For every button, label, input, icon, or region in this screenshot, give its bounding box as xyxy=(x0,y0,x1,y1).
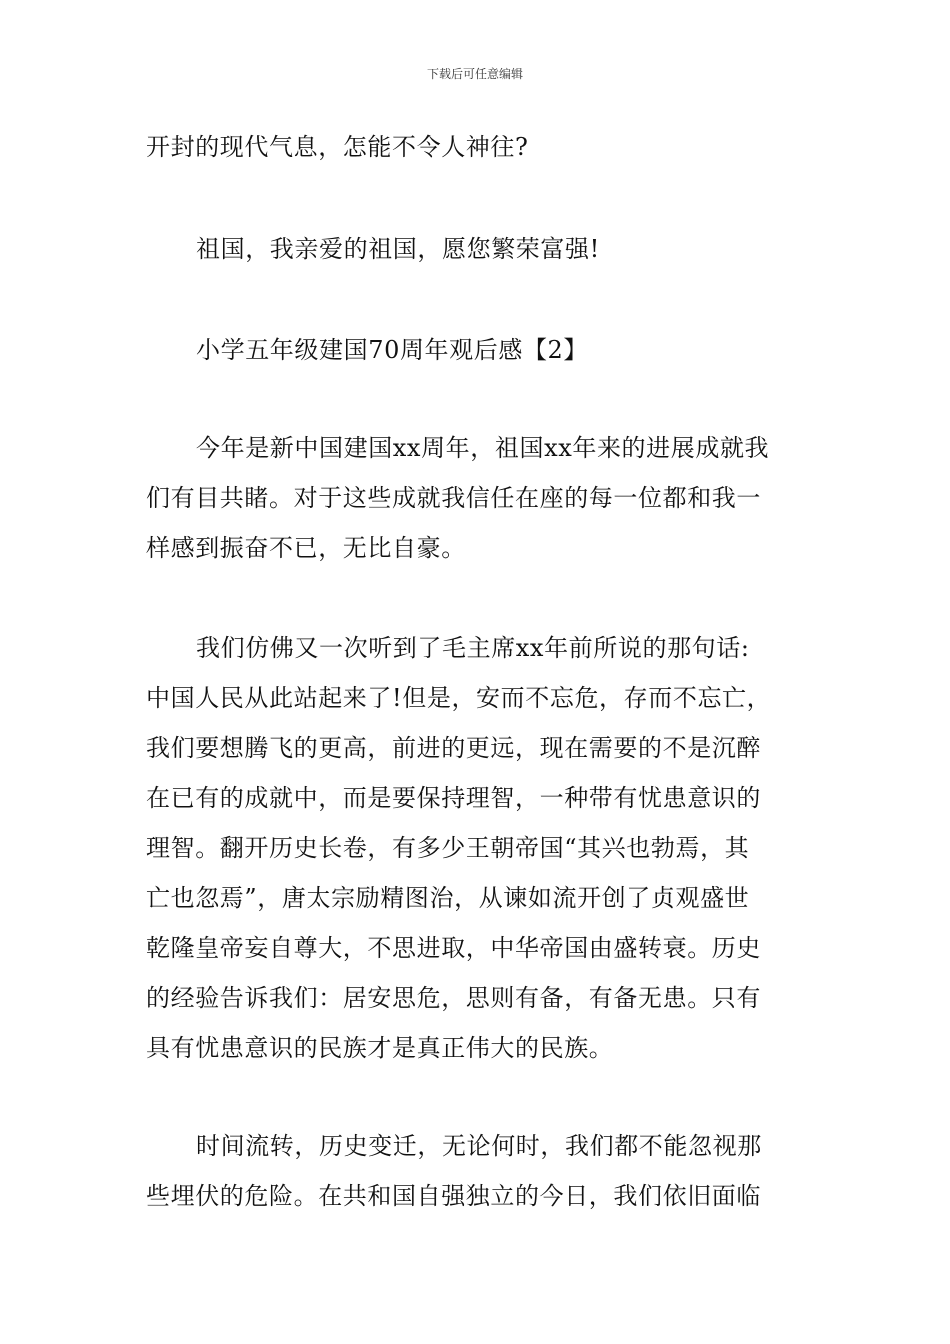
text-line: 中国人民从此站起来了!但是，安而不忘危，存而不忘亡， xyxy=(146,684,772,712)
text-line: 理智。翻开历史长卷，有多少王朝帝国“其兴也勃焉，其 xyxy=(146,834,750,862)
text-line: 些埋伏的危险。在共和国自强独立的今日，我们依旧面临 xyxy=(146,1182,761,1210)
text-line: 亡也忽焉”，唐太宗励精图治，从谏如流开创了贞观盛世 xyxy=(146,884,750,912)
section-heading: 小学五年级建国70周年观后感【2】 xyxy=(196,336,589,364)
text-line: 样感到振奋不已，无比自豪。 xyxy=(146,534,466,562)
text-line: 的经验告诉我们：居安思危，思则有备，有备无患。只有 xyxy=(146,984,761,1012)
text-line: 们有目共睹。对于这些成就我信任在座的每一位都和我一 xyxy=(146,484,761,512)
text-line: 乾隆皇帝妄自尊大，不思进取，中华帝国由盛转衰。历史 xyxy=(146,934,761,962)
text-line: 在已有的成就中，而是要保持理智，一种带有忧患意识的 xyxy=(146,784,761,812)
text-line: 时间流转，历史变迁，无论何时，我们都不能忽视那 xyxy=(196,1132,762,1160)
text-line: 我们仿佛又一次听到了毛主席xx年前所说的那句话: xyxy=(196,634,750,662)
page-header: 下载后可任意编辑 xyxy=(426,67,523,81)
text-line: 开封的现代气息，怎能不令人神往? xyxy=(146,133,529,161)
text-line: 我们要想腾飞的更高，前进的更远，现在需要的不是沉醉 xyxy=(146,734,761,762)
text-line: 今年是新中国建国xx周年，祖国xx年来的进展成就我 xyxy=(196,434,770,462)
text-line: 具有忧患意识的民族才是真正伟大的民族。 xyxy=(146,1034,614,1062)
text-line: 祖国，我亲爱的祖国，愿您繁荣富强! xyxy=(196,235,600,263)
